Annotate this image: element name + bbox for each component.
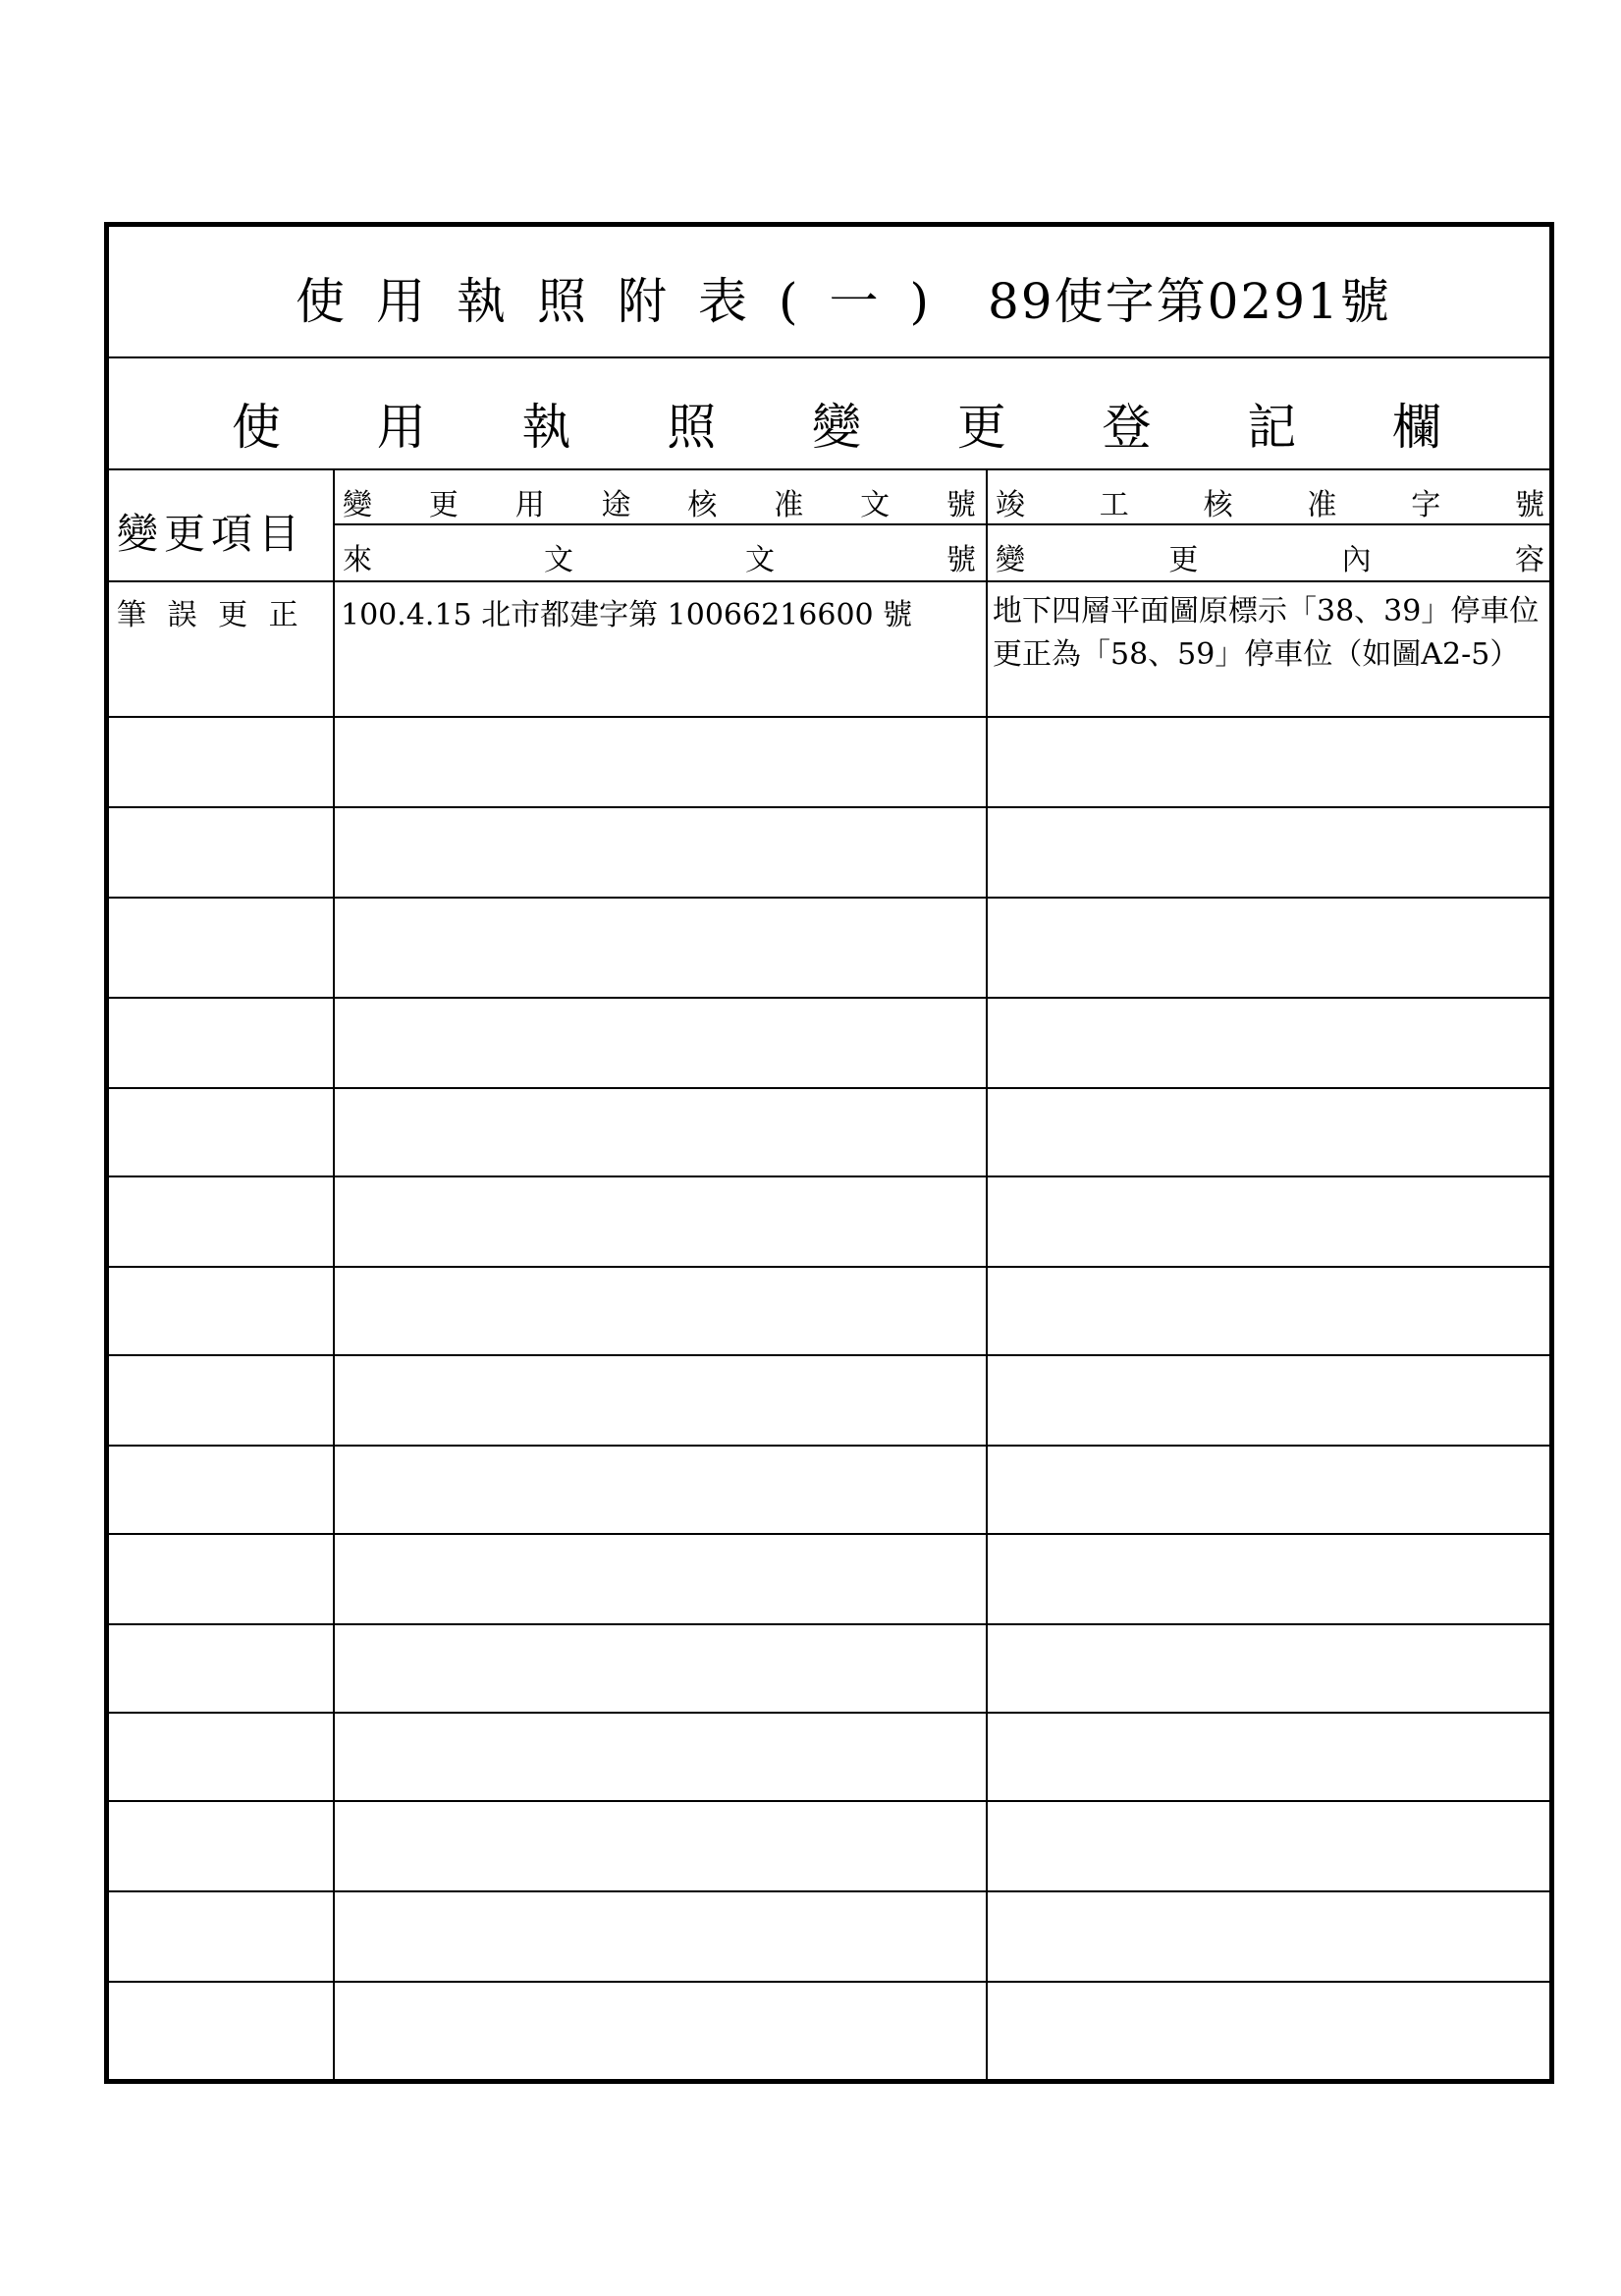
column-divider bbox=[986, 470, 988, 2081]
header-char: 用 bbox=[514, 488, 545, 522]
header-char: 號 bbox=[1514, 488, 1544, 522]
header-incoming-doc bbox=[343, 535, 976, 578]
subtitle-char: 登 bbox=[1102, 399, 1152, 456]
header-char: 變 bbox=[996, 543, 1025, 577]
header-char: 來 bbox=[343, 543, 372, 577]
subtitle-char: 用 bbox=[376, 399, 426, 456]
header-char: 更 bbox=[1168, 543, 1199, 577]
subtitle-char: 變 bbox=[812, 399, 861, 456]
header-char: 工 bbox=[1099, 488, 1129, 522]
row-incoming-doc: 100.4.15 北市都建字第 10066216600 號 bbox=[341, 598, 913, 632]
header-char: 號 bbox=[946, 543, 976, 577]
row-line bbox=[109, 806, 1549, 808]
header-char: 准 bbox=[1307, 488, 1337, 522]
row-line bbox=[109, 1354, 1549, 1356]
header-char: 途 bbox=[601, 488, 631, 522]
table-title: 使用執照附表(一) bbox=[296, 273, 961, 330]
row-line bbox=[109, 1981, 1549, 1983]
row-line bbox=[109, 997, 1549, 999]
row-line bbox=[109, 1712, 1549, 1714]
row-line bbox=[109, 1445, 1549, 1447]
header-char: 文 bbox=[544, 543, 573, 577]
header-split-line bbox=[333, 523, 1549, 525]
header-char: 內 bbox=[1341, 543, 1372, 577]
header-char: 文 bbox=[860, 488, 891, 522]
header-change-content bbox=[996, 535, 1544, 578]
header-char: 更 bbox=[428, 488, 459, 522]
row-line bbox=[109, 1623, 1549, 1625]
header-usage-approval bbox=[343, 480, 976, 523]
header-char: 核 bbox=[687, 488, 718, 522]
title-row bbox=[109, 227, 1549, 358]
header-change-item: 變更項目 bbox=[117, 510, 306, 558]
header-completion-approval bbox=[996, 480, 1544, 523]
header-char: 核 bbox=[1203, 488, 1233, 522]
header-char: 文 bbox=[745, 543, 775, 577]
subtitle-char: 照 bbox=[667, 399, 717, 456]
subtitle bbox=[232, 388, 1441, 459]
row-line bbox=[109, 1175, 1549, 1177]
column-divider bbox=[333, 470, 335, 2081]
header-bottom-line bbox=[109, 580, 1549, 582]
header-char: 字 bbox=[1411, 488, 1441, 522]
subtitle-char: 執 bbox=[521, 399, 571, 456]
usage-permit-table bbox=[104, 222, 1554, 2084]
row-change-item: 筆 誤 更 正 bbox=[117, 598, 304, 632]
row-line bbox=[109, 716, 1549, 718]
permit-number: 89使字第0291號 bbox=[988, 273, 1391, 330]
row-line bbox=[109, 1533, 1549, 1535]
header-char: 容 bbox=[1514, 543, 1544, 577]
header-char: 准 bbox=[774, 488, 804, 522]
header-char: 竣 bbox=[996, 488, 1025, 522]
subtitle-char: 使 bbox=[232, 399, 281, 456]
row-line bbox=[109, 1087, 1549, 1089]
row-change-content: 地下四層平面圖原標示「38、39」停車位更正為「58、59」停車位（如圖A2-5） bbox=[993, 594, 1540, 672]
subtitle-char: 更 bbox=[956, 399, 1006, 456]
header-char: 變 bbox=[343, 488, 372, 522]
row-line bbox=[109, 897, 1549, 899]
row-line bbox=[109, 1890, 1549, 1892]
subtitle-row bbox=[109, 358, 1549, 470]
header-char: 號 bbox=[946, 488, 976, 522]
subtitle-char: 欄 bbox=[1392, 399, 1441, 456]
row-line bbox=[109, 1800, 1549, 1802]
row-line bbox=[109, 1266, 1549, 1268]
subtitle-char: 記 bbox=[1247, 399, 1297, 456]
